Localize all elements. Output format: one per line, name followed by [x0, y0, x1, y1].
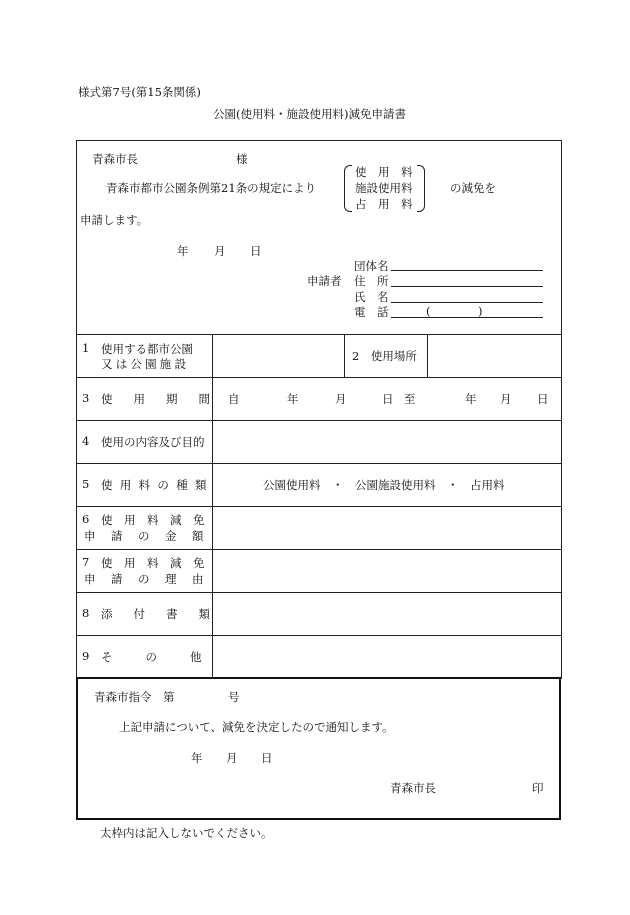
row-divider — [77, 635, 561, 636]
row9-label: その他 — [101, 650, 235, 664]
row-divider — [77, 334, 561, 335]
exemption-suffix: の減免を — [450, 181, 496, 195]
date-month: 月 — [214, 244, 226, 258]
row7-input[interactable] — [214, 551, 559, 591]
group-name-label: 団体名 — [354, 259, 389, 273]
address-field[interactable] — [391, 286, 543, 287]
row1-label-line1: 使用する都市公園 — [101, 342, 193, 356]
period-month-2: 月 — [500, 392, 512, 406]
directive-suffix: 号 — [228, 690, 240, 704]
row7-label-line2: 申請の理由 — [84, 572, 219, 586]
period-month-1: 月 — [335, 392, 347, 406]
phone-paren-close: ) — [478, 304, 483, 318]
column-divider — [212, 334, 213, 677]
ordinance-text: 青森市都市公園条例第21条の規定により — [106, 181, 317, 195]
row1-location-input[interactable] — [429, 336, 559, 376]
row8-number: 8 — [82, 606, 90, 620]
row7-label-line1: 使用料減免 — [101, 556, 216, 570]
footnote: 太枠内は記入しないでください。 — [100, 826, 273, 840]
fee-type-options[interactable]: 公園使用料 ・ 公園施設使用料 ・ 占用料 — [263, 478, 505, 492]
date-day: 日 — [250, 244, 262, 258]
fee-options-bracket-left — [344, 165, 352, 212]
fee-options-bracket-right — [417, 165, 425, 212]
period-from: 自 — [228, 392, 240, 406]
form-number: 様式第7号(第15条関係) — [78, 85, 201, 99]
phone-paren-open: ( — [426, 304, 431, 318]
row1-park-input[interactable] — [214, 336, 342, 376]
fee-option-usage: 使 用 料 — [355, 165, 413, 179]
period-to: 至 — [404, 392, 416, 406]
row4-label: 使用の内容及び目的 — [101, 435, 205, 449]
row9-number: 9 — [82, 649, 90, 663]
addressee: 青森市長 — [92, 152, 138, 166]
fee-option-occupancy: 占 用 料 — [355, 197, 413, 211]
phone-label: 電 話 — [354, 305, 389, 319]
row3-number: 3 — [82, 391, 90, 405]
period-day-2: 日 — [537, 392, 549, 406]
row-divider — [77, 506, 561, 507]
notice-date-year: 年 — [191, 751, 203, 765]
notice-date-day: 日 — [261, 751, 273, 765]
row5-label: 使用料の種類 — [101, 478, 214, 492]
row6-input[interactable] — [214, 508, 559, 548]
notice-date-month: 月 — [226, 751, 238, 765]
row-divider — [77, 377, 561, 378]
row-divider — [77, 549, 561, 550]
row1-number: 1 — [82, 341, 90, 355]
column-divider — [427, 334, 428, 377]
row5-number: 5 — [82, 477, 90, 491]
row9-input[interactable] — [214, 637, 559, 675]
group-name-field[interactable] — [391, 270, 543, 271]
period-day-1: 日 — [382, 392, 394, 406]
row6-label-line1: 使用料減免 — [101, 513, 216, 527]
directive-prefix: 青森市指令 第 — [94, 690, 175, 704]
period-year-2: 年 — [465, 392, 477, 406]
notice-body: 上記申請について、減免を決定したので通知します。 — [119, 720, 394, 734]
period-year-1: 年 — [287, 392, 299, 406]
row8-input[interactable] — [214, 594, 559, 634]
row3-label-text: 使用期間 — [101, 392, 231, 406]
row3-label — [101, 391, 231, 407]
request-text: 申請します。 — [80, 213, 149, 227]
notice-signer: 青森市長 — [390, 781, 436, 795]
row8-label: 添付書類 — [101, 607, 231, 621]
address-label: 住 所 — [354, 274, 389, 288]
honorific: 様 — [236, 152, 248, 166]
row-divider — [77, 420, 561, 421]
row1-label-line2: 又は公園施設 — [101, 357, 190, 371]
fee-option-facility: 施設使用料 — [355, 181, 413, 195]
applicant-label: 申請者 — [307, 274, 342, 288]
row6-label-line2: 申請の金額 — [84, 529, 219, 543]
name-field[interactable] — [391, 302, 543, 303]
row1-location-label: 2 使用場所 — [352, 349, 417, 363]
row6-number: 6 — [82, 512, 90, 526]
page-title: 公園(使用料・施設使用料)減免申請書 — [213, 107, 406, 121]
row4-input[interactable] — [214, 422, 559, 462]
phone-field[interactable] — [391, 317, 543, 318]
seal-mark: 印 — [532, 781, 544, 795]
row4-number: 4 — [82, 434, 90, 448]
column-divider — [344, 334, 345, 377]
row7-number: 7 — [82, 555, 90, 569]
date-year: 年 — [177, 244, 189, 258]
name-label: 氏 名 — [354, 290, 389, 304]
row-divider — [77, 463, 561, 464]
row-divider — [77, 592, 561, 593]
